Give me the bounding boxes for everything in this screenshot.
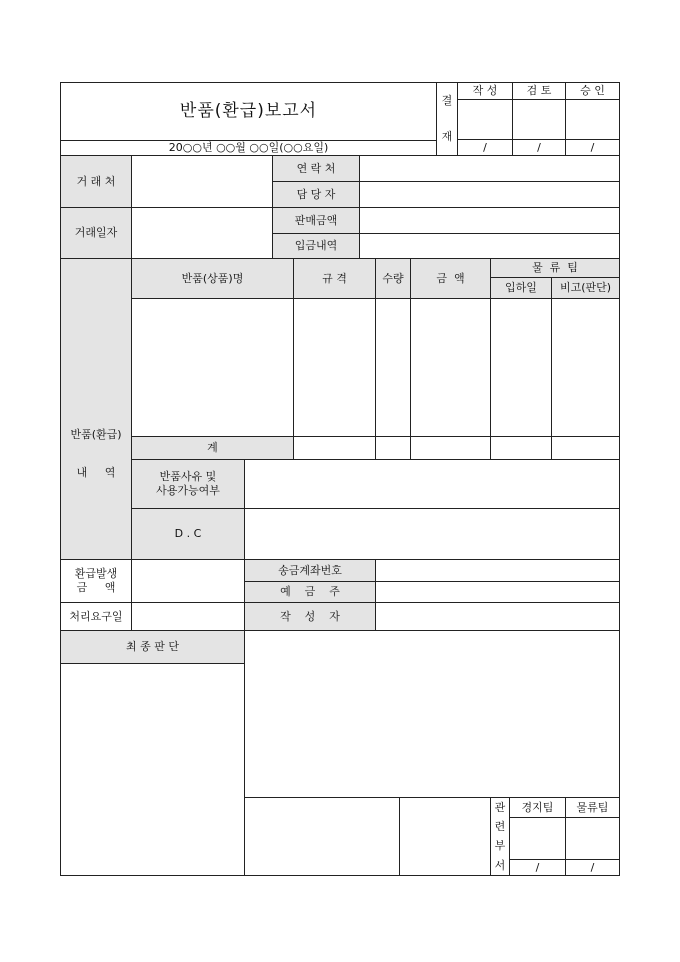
dept-sign-management[interactable]: [509, 817, 566, 860]
related-dept-label: [490, 797, 510, 876]
writer-value[interactable]: [375, 602, 620, 631]
final-judgment-value[interactable]: [244, 630, 620, 798]
returns-section-label-line-2: 내 역: [76, 466, 116, 479]
col-header-in-date: 입하일: [490, 277, 552, 299]
col-header-amount: 금 액: [410, 258, 491, 299]
approval-label-char-1: 결: [441, 94, 453, 108]
account-number-label: 송금계좌번호: [244, 559, 376, 582]
deposit-label: 입금내역: [272, 233, 360, 259]
total-amount[interactable]: [410, 436, 491, 460]
final-bottom-cell-1[interactable]: [244, 797, 400, 876]
deposit-value[interactable]: [359, 233, 620, 259]
approval-header-writer: 작 성: [457, 82, 513, 100]
account-number-value[interactable]: [375, 559, 620, 582]
col-header-spec: 규 격: [293, 258, 376, 299]
refund-amount-value[interactable]: [131, 559, 245, 603]
return-report-form: [60, 82, 620, 876]
final-bottom-cell-2[interactable]: [399, 797, 491, 876]
trade-date-value[interactable]: [131, 207, 273, 259]
manager-label: 담 당 자: [272, 181, 360, 208]
refund-amount-label: [60, 559, 132, 603]
client-label: 거 래 처: [60, 155, 132, 208]
reason-label-line-1: 반품사유 및: [159, 470, 217, 484]
report-date: 20○○년 ○○월 ○○일(○○요일): [60, 140, 437, 156]
related-dept-char-4: 서: [494, 858, 506, 872]
total-remarks[interactable]: [551, 436, 620, 460]
returns-section-label-line-1: 반품(환급): [70, 428, 122, 442]
returns-section-label: [60, 258, 132, 560]
reason-label: [131, 459, 245, 509]
client-value[interactable]: [131, 155, 273, 208]
col-header-qty: 수량: [375, 258, 411, 299]
col-header-logistics: 물 류 팀: [490, 258, 620, 278]
refund-amount-label-line-1: 환급발생: [74, 567, 118, 581]
approval-label: [436, 82, 458, 156]
writer-label: 작 성 자: [244, 602, 376, 631]
dept-date-logistics[interactable]: /: [565, 859, 620, 876]
approval-header-review: 검 토: [512, 82, 566, 100]
col-header-remarks: 비고(판단): [551, 277, 620, 299]
account-holder-value[interactable]: [375, 581, 620, 603]
dc-label: D . C: [131, 508, 245, 560]
approval-date-approve[interactable]: /: [565, 139, 620, 156]
contact-label: 연 락 처: [272, 155, 360, 182]
total-label: 계: [131, 436, 294, 460]
approval-sign-review[interactable]: [512, 99, 566, 140]
reason-value[interactable]: [244, 459, 620, 509]
item-product-name[interactable]: [131, 298, 294, 437]
approval-label-char-2: 재: [441, 130, 453, 144]
item-qty[interactable]: [375, 298, 411, 437]
dept-date-management[interactable]: /: [509, 859, 566, 876]
sales-amount-value[interactable]: [359, 207, 620, 234]
item-remarks[interactable]: [551, 298, 620, 437]
item-spec[interactable]: [293, 298, 376, 437]
related-dept-char-1: 관: [494, 800, 506, 814]
dept-header-management: 경지팀: [509, 797, 566, 818]
approval-sign-writer[interactable]: [457, 99, 513, 140]
item-in-date[interactable]: [490, 298, 552, 437]
request-date-value[interactable]: [131, 602, 245, 631]
total-spec[interactable]: [293, 436, 376, 460]
refund-amount-label-line-2: 금 액: [76, 581, 116, 594]
item-amount[interactable]: [410, 298, 491, 437]
total-qty[interactable]: [375, 436, 411, 460]
contact-value[interactable]: [359, 155, 620, 182]
final-judgment-label: 최 종 판 단: [60, 630, 245, 664]
account-holder-label: 예 금 주: [244, 581, 376, 603]
manager-value[interactable]: [359, 181, 620, 208]
sales-amount-label: 판매금액: [272, 207, 360, 234]
approval-date-writer[interactable]: /: [457, 139, 513, 156]
total-in-date[interactable]: [490, 436, 552, 460]
approval-sign-approve[interactable]: [565, 99, 620, 140]
report-title: 반품(환급)보고서: [60, 82, 437, 141]
dept-sign-logistics[interactable]: [565, 817, 620, 860]
approval-header-approve: 승 인: [565, 82, 620, 100]
related-dept-char-2: 련: [494, 820, 506, 833]
dept-header-logistics: 물류팀: [565, 797, 620, 818]
related-dept-char-3: 부: [494, 839, 506, 853]
request-date-label: 처리요구일: [60, 602, 132, 631]
reason-label-line-2: 사용가능여부: [156, 484, 220, 497]
col-header-product-name: 반품(상품)명: [131, 258, 294, 299]
final-judgment-left-area[interactable]: [60, 663, 245, 876]
dc-value[interactable]: [244, 508, 620, 560]
trade-date-label: 거래일자: [60, 207, 132, 259]
approval-date-review[interactable]: /: [512, 139, 566, 156]
